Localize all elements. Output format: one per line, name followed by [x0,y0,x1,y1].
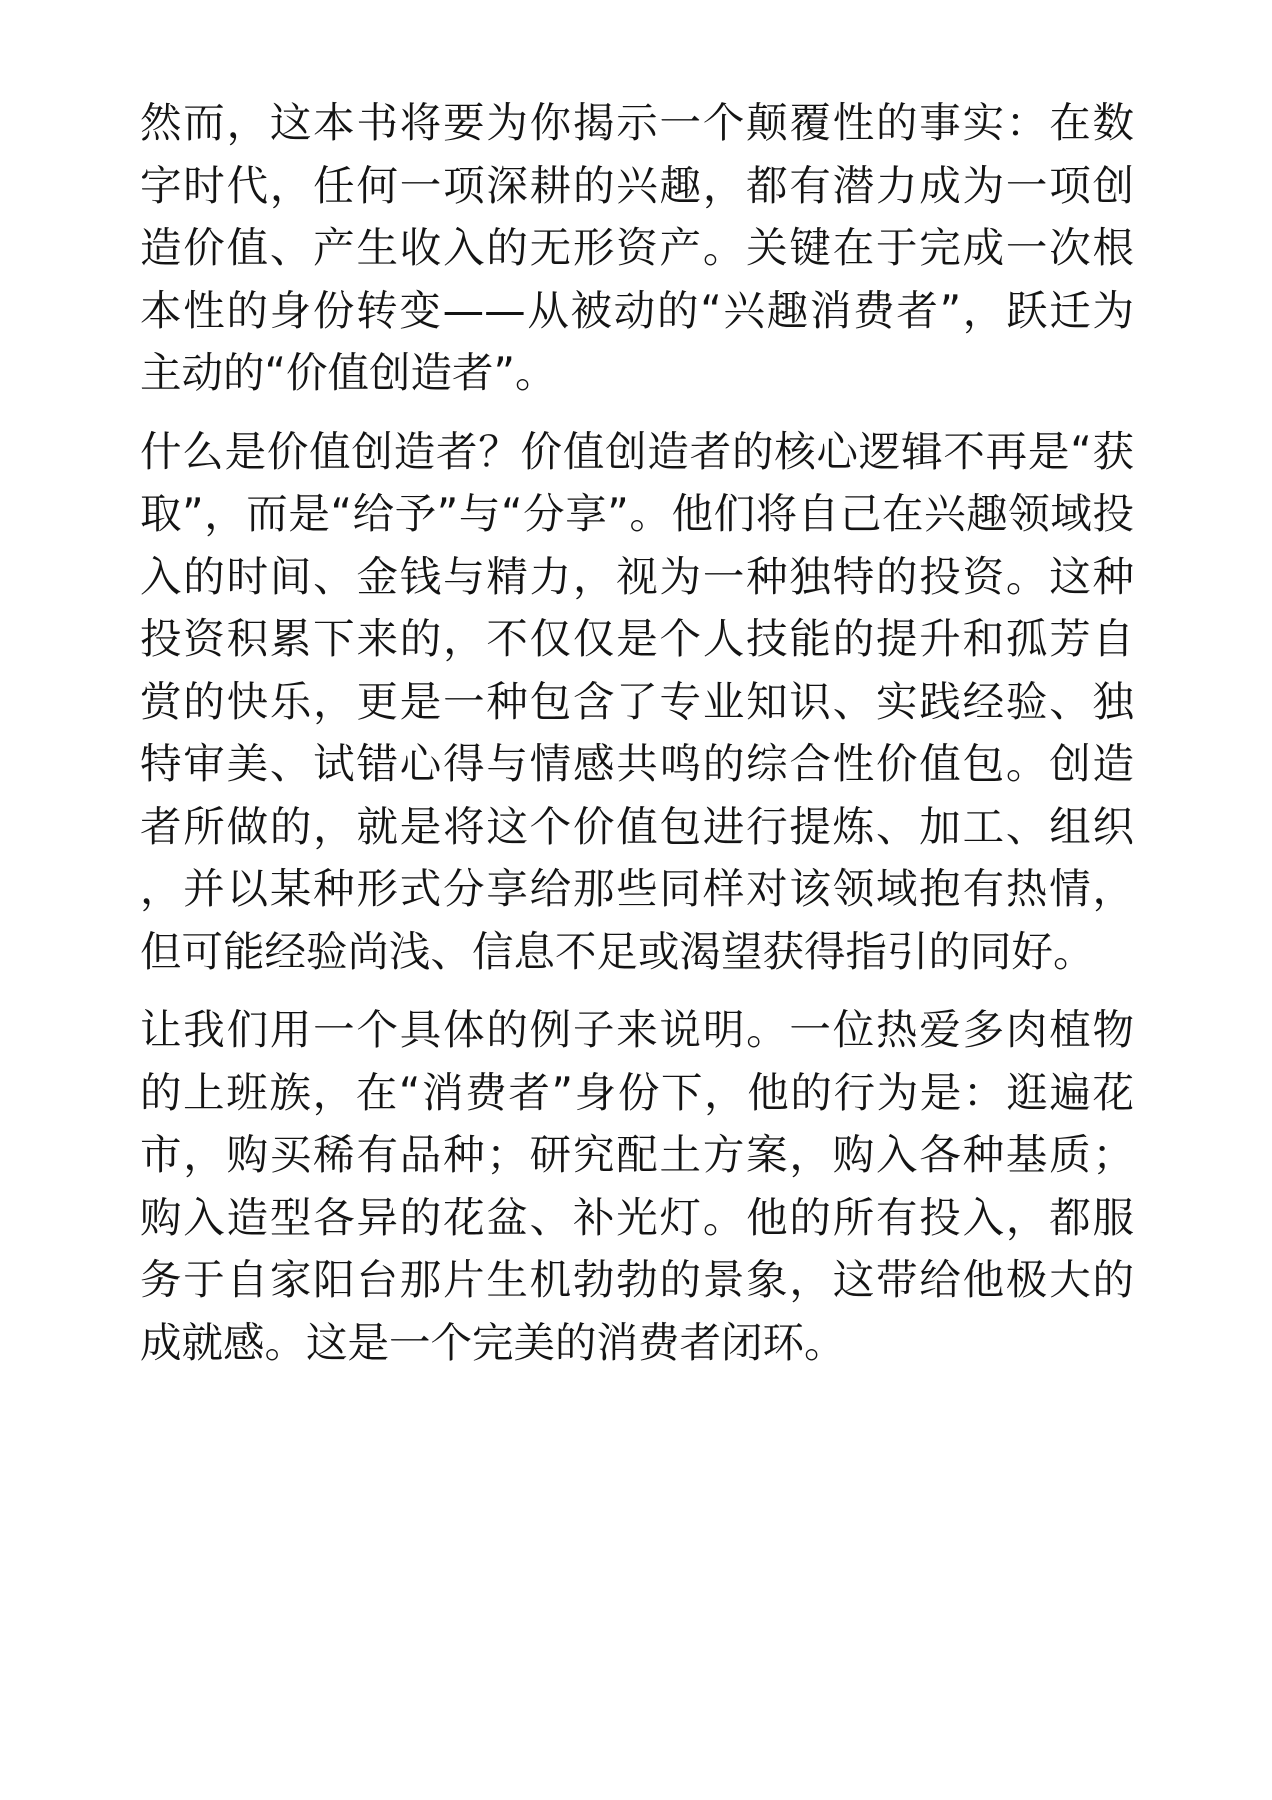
paragraph-identity-shift: 然而，这本书将要为你揭示一个颠覆性的事实：在数字时代，任何一项深耕的兴趣，都有潜力成为一项创造价值、产生收入的无形资产。关键在于完成一次根本性的身份转变——从被动的“兴趣消费者”，跃迁为主动的“价值创造者”。 [140,98,1134,397]
paragraph-succulent-example: 让我们用一个具体的例子来说明。一位热爱多肉植物的上班族，在“消费者”身份下，他的行为是：逛遍花市，购买稀有品种；研究配土方案，购入各种基质；购入造型各异的花盆、补光灯。他的所有投入，都服务于自家阳台那片生机勃勃的景象，这带给他极大的成就感。这是一个完美的消费者闭环。 [140,1005,1134,1367]
document-page [140,92,1134,1390]
paragraph-value-creator: 什么是价值创造者？价值创造者的核心逻辑不再是“获取”，而是“给予”与“分享”。他们将自己在兴趣领域投入的时间、金钱与精力，视为一种独特的投资。这种投资积累下来的，不仅仅是个人技能的提升和孤芳自赏的快乐，更是一种包含了专业知识、实践经验、独特审美、试错心得与情感共鸣的综合性价值包。创造者所做的，就是将这个价值包进行提炼、加工、组织，并以某种形式分享给那些同样对该领域抱有热情，但可能经验尚浅、信息不足或渴望获得指引的同好。 [140,426,1134,976]
